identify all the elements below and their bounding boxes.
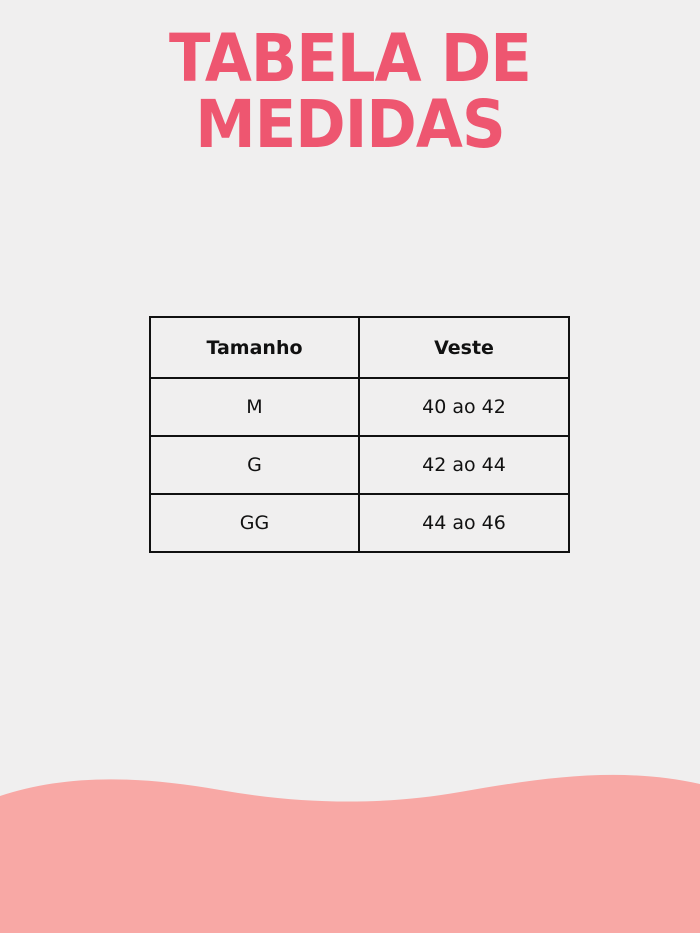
table-header-row bbox=[150, 317, 569, 378]
title-line-2: MEDIDAS bbox=[195, 86, 505, 163]
cell-fits: 40 ao 42 bbox=[359, 378, 569, 436]
title-line-1: TABELA DE bbox=[169, 20, 531, 97]
cell-size: M bbox=[150, 378, 359, 436]
cell-fits: 44 ao 46 bbox=[359, 494, 569, 552]
table-row bbox=[150, 378, 569, 436]
page-title bbox=[0, 20, 700, 163]
header-fits: Veste bbox=[359, 317, 569, 378]
table-row bbox=[150, 436, 569, 494]
decorative-wave bbox=[0, 760, 700, 933]
cell-size: GG bbox=[150, 494, 359, 552]
header-size: Tamanho bbox=[150, 317, 359, 378]
size-table bbox=[149, 316, 570, 553]
cell-fits: 42 ao 44 bbox=[359, 436, 569, 494]
wave-shape bbox=[0, 775, 700, 933]
cell-size: G bbox=[150, 436, 359, 494]
table-row bbox=[150, 494, 569, 552]
